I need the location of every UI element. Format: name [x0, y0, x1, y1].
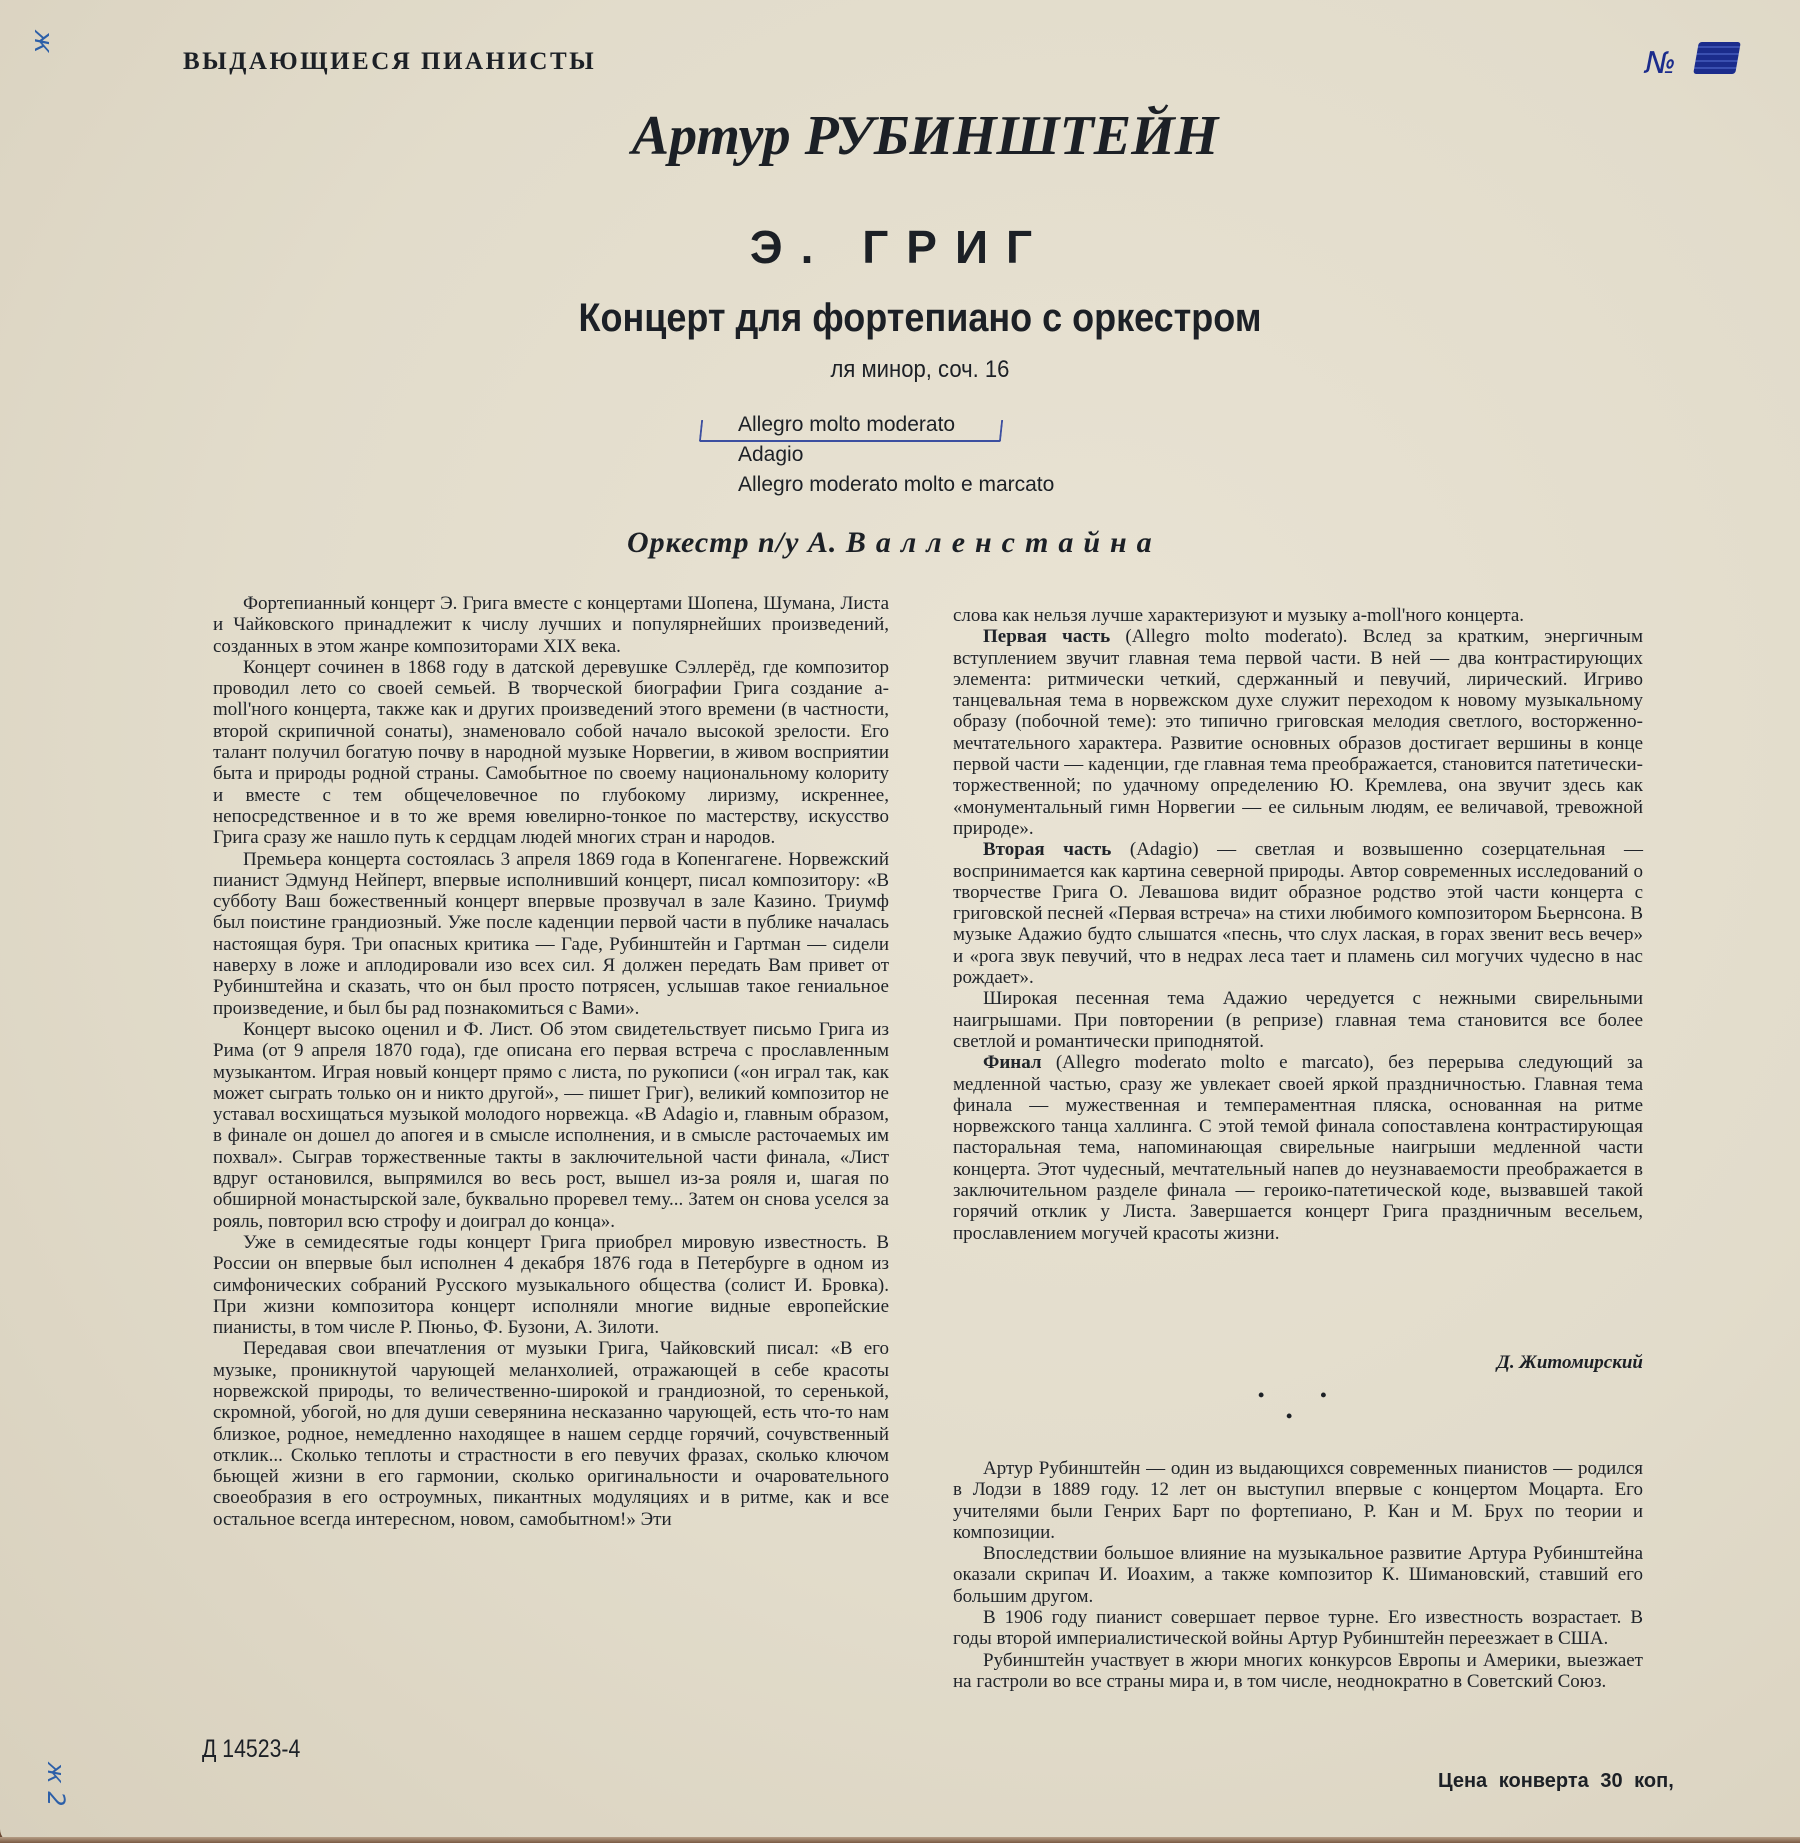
paragraph-second-movement: Вторая часть (Adagio) — светлая и возвышенно созерцательная — воспринимается как картина северной природы. Автор современных исследований о творчестве Грига О. Левашова видит образное родство этой части концерта с григовской песней «Первая встреча» на стихи любимого композитором Бьернсона. В музыке Адажио будто слышатся «песнь, что слух лаская, в горах звенит весь вечер» и «рога звук певучий, что в недрах леса тает и пламень сил могучих чудесно в нас рождает».	[953, 839, 1644, 989]
paragraph: Артур Рубинштейн — один из выдающихся современных пианистов — родился в Лодзи в 1889 году. 12 лет он выступил впервые с концертом Моцарта. Его учителями были Генрих Барт по фортепиано, Р. Кан и М. Брух по теории и композиции.	[953, 1458, 1643, 1543]
paragraph: Премьера концерта состоялась 3 апреля 1869 года в Копенгагене. Норвежский пианист Эдмунд Нейперт, впервые исполнивший концерт, писал композитору: «В субботу Ваш божественный концерт впервые прозвучал в зале Казино. Триумф был поистине грандиозный. Уже после каденции первой части в публике началась настоящая буря. Три опасных критика — Гаде, Рубинштейн и Гартман — сидели наверху в ложе и аплодировали изо всех сил. Я должен передать Вам привет от Рубинштейна и сказать, что он был просто потрясен, услышав такое гениальное произведение, и был бы рад познакомиться с Вами».	[213, 848, 889, 1019]
sleeve-bottom-edge	[0, 1837, 1800, 1843]
series-title: ВЫДАЮЩИЕСЯ ПИАНИСТЫ	[183, 48, 597, 75]
paragraph: Уже в семидесятые годы концерт Грига приобрел мировую известность. В России он впервые был исполнен 4 декабря 1876 года в Петербурге в одном из симфонических собраний Русского музыкального общества (солист И. Бровка). При жизни композитора концерт исполняли многие видные европейские пианисты, в том числе Р. Пюньо, Ф. Бузони, А. Зилоти.	[213, 1231, 889, 1339]
artist-name: Артур РУБИНШТЕЙН	[631, 105, 1219, 167]
paragraph: Впоследствии большое влияние на музыкальное развитие Артура Рубинштейна оказали скрипач И. Иоахим, а также композитор К. Шимановский, ставший его большим другом.	[953, 1543, 1643, 1607]
orchestra-prefix: Оркестр п/у А.	[627, 526, 838, 559]
handwritten-mark-bottom-left: ж 2	[42, 1762, 70, 1807]
author-signature: Д. Житомирский	[1496, 1352, 1643, 1373]
artist-biography	[953, 1458, 1643, 1692]
sleeve-price: Цена конверта 30 коп,	[1438, 1770, 1674, 1792]
paragraph-first-movement: Первая часть (Allegro molto moderato). Вслед за кратким, энергичным вступлением звучит главная тема первой части. В ней — два контрастирующих элемента: ритмически четкий, сдержанный и певучий, лирический. Игриво танцевальная тема в норвежском духе служит переходом к новому музыкальному образу (побочной теме): это типично григовская мелодия светлого, восторженно-мечтательного характера. Развитие основных образов достигает вершины в конце первой части — каденции, где главная тема преображается, становится патетически-торжественной; по удачному определению Ю. Кремлева, она звучит здесь как «монументальный гимн Норвегии — ее сильным людям, ее величавой, тревожной природе».	[953, 626, 1643, 839]
liner-notes-left-column	[213, 593, 889, 1530]
paragraph: Фортепианный концерт Э. Грига вместе с концертами Шопена, Шумана, Листа и Чайковского принадлежит к числу лучших и популярнейших произведений, созданных в этом жанре композиторами XIX века.	[213, 593, 889, 657]
composer-name: Э. ГРИГ	[749, 221, 1051, 273]
movement-item: Allegro molto moderato	[738, 413, 956, 436]
scribbled-out-number-icon	[1693, 42, 1741, 74]
paragraph: Передавая свои впечатления от музыки Грига, Чайковский писал: «В его музыке, проникнутой чарующей меланхолией, отражающей в себе красоты норвежской природы, то величественно-широкой и грандиозной, то серенькой, скромной, убогой, но для души северянина несказанно чарующей, есть что-то нам близкое, родное, немедленно находящее в нашем сердце горячий, сочувственный отклик... Сколько теплоты и страстности в его певучих фразах, сколько ключом бьющей жизни в его гармонии, сколько оригинальности и очаровательного своеобразия в его остроумных, пикантных модуляциях и в ритме, как и все остальное всегда интересном, новом, самобытном!» Эти	[213, 1338, 889, 1530]
paragraph: В 1906 году пианист совершает первое турне. Его известность возрастает. В годы второй империалистической войны Артур Рубинштейн переезжает в США.	[953, 1607, 1643, 1650]
movement-item: Allegro moderato molto e marcato	[738, 473, 1055, 496]
orchestra-credit	[627, 526, 1162, 560]
movement-item: Adagio	[738, 443, 804, 466]
paragraph: Концерт высоко оценил и Ф. Лист. Об этом свидетельствует письмо Грига из Рима (от 9 апреля 1870 года), где описана его первая встреча с прославленным музыкантом. Играя новый концерт прямо с листа, по рукописи («он играл так, как может сыграть только он и никто другой», — пишет Григ), великий композитор не уставал восхищаться музыкой молодого норвежца. «В Adagio и, главным образом, в финале он дошел до апогея и в смысле исполнения, и в смысле расточаемых им похвал». Сыграв торжественные такты в заключительной части финала, «Лист вдруг остановился, выпрямился во весь рост, вышел из-за рояля и, шагая по обширной монастырской зале, буквально проревел тему... Затем он снова уселся за рояль, повторил всю строфу и доиграл до конца».	[213, 1018, 889, 1232]
movement-label: Финал	[983, 1052, 1042, 1074]
movement-label: Вторая часть	[983, 839, 1112, 861]
work-title: Концерт для фортепиано с оркестром	[578, 296, 1262, 340]
paragraph-finale: Финал (Allegro moderato molto e marcato), без перерыва следующий за медленной частью, сразу же увлекает своей яркой праздничностью. Главная тема финала — мужественная и темпераментная пляска, основанная на ритме норвежского танца халлинга. С этой темой финала сопоставлена контрастирующая пасторальная тема, напоминающая свирельные наигрыши медленной части концерта. Этот чудесный, мечтательный напев до неузнаваемости преображается в заключительном разделе финала — героико-патетической коде, вызвавшей такой горячий отклик у Листа. Завершается концерт Грига праздничным весельем, прославлением могучей красоты жизни.	[953, 1052, 1643, 1244]
paragraph-adagio-theme: Широкая песенная тема Адажио чередуется с нежными свирельными наигрышами. При повторении (в репризе) главная тема становится все более светлой и романтически приподнятой.	[953, 988, 1643, 1052]
liner-notes-right-column	[953, 605, 1643, 1244]
key-and-opus: ля минор, соч. 16	[830, 356, 1010, 383]
asterism-divider: •• •	[1258, 1385, 1383, 1426]
handwritten-number-sign: №	[1645, 46, 1677, 81]
paragraph: Рубинштейн участвует в жюри многих конкурсов Европы и Америки, выезжает на гастроли во все страны мира и, в том числе, неоднократно в Советский Союз.	[953, 1649, 1643, 1692]
conductor-name: Валленстайна	[845, 526, 1162, 559]
paragraph-continuation: слова как нельзя лучше характеризуют и музыку a-moll'ного концерта.	[953, 605, 1525, 626]
paragraph: Концерт сочинен в 1868 году в датской деревушке Сэллерёд, где композитор проводил лето со своей семьей. В творческой биографии Грига создание a-moll'ного концерта, также как и других произведений этого времени (в частности, второй скрипичной сонаты), знаменовало собой начало высокой зрелости. Его талант получил богатую почву в народной музыке Норвегии, в живом восприятии быта и природы родной страны. Самобытное по своему национальному колориту и вместе с тем общечеловечное по глубокому лиризму, искреннее, непосредственное и в то же время ювелирно-тонкое по мастерству, искусство Грига сразу же нашло путь к сердцам людей многих стран и народов.	[213, 656, 889, 849]
movement-label: Первая часть	[983, 626, 1111, 648]
catalog-number: Д 14523-4	[202, 1735, 301, 1763]
handwritten-mark-top-left: ж	[28, 30, 58, 54]
movement-list	[738, 410, 1054, 500]
